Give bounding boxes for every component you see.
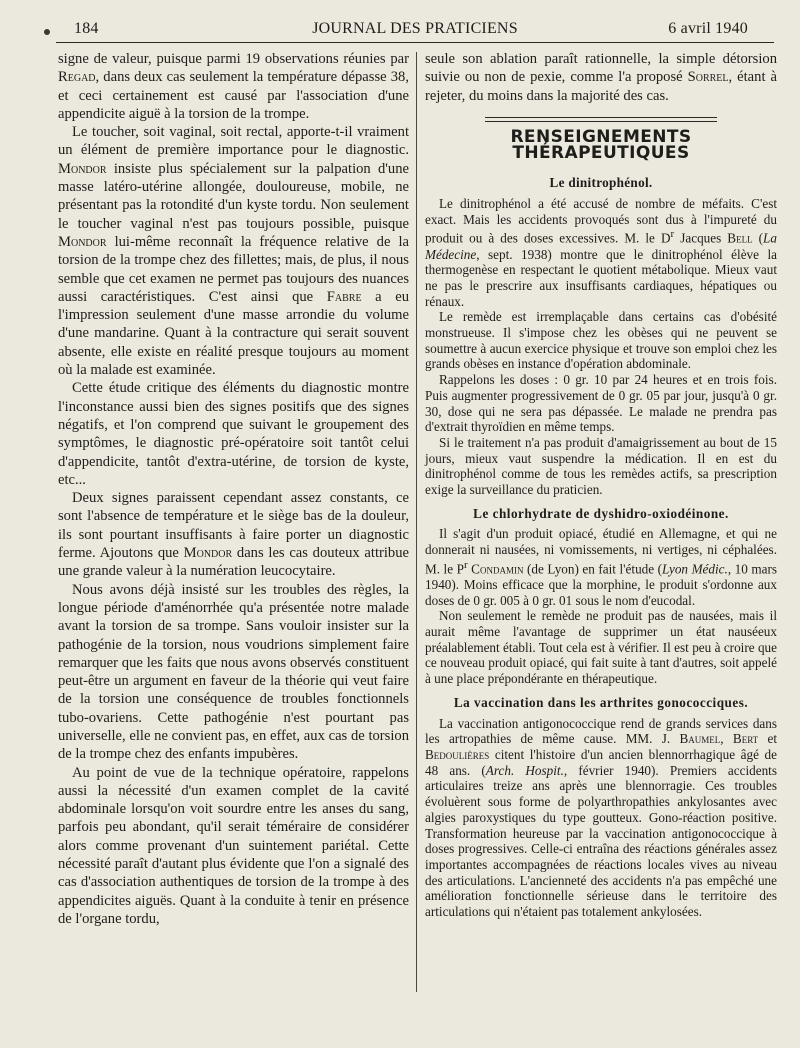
column-separator (416, 52, 417, 992)
paragraph: Nous avons déjà insisté sur les troubles des règles, la longue période d'aménorrhée qu'a présentée notre malade avant la torsion de sa trompe. Sans vouloir insister sur la pathogénie de la torsion, nous voudrions simplement faire remarquer que les faits que nous avons observés constituent peut-être un argument en faveur de la théorie qui veut faire de la torsion une conséquence de troubles fonctionnels tubo-ovariens. Cette pathogénie n'est pourtant pas universelle, elle ne convient pas, en effet, aux cas de torsion de la trompe chez des enfants impubères. (58, 581, 409, 763)
paragraph: signe de valeur, puisque parmi 19 observations réunies par Regad, dans deux cas seulement la température dépasse 38, et ceci certainement est causé par l'association d'une appendicite aiguë à la torsion de la trompe. (58, 51, 409, 122)
paragraph: seule son ablation paraît rationnelle, la simple détorsion suivie ou non de pexie, comme l'a proposé Sorrel, étant à rejeter, du moins dans la majorité des cas. (425, 51, 777, 104)
paragraph: La vaccination antigonococcique rend de grands services dans les artropathies de même cause. MM. J. Baumel, Bert et Bedoulières citent l'histoire d'un ancien blennorrhagique âgé de 48 ans. (Arch. Hospit., février 1940). Premiers accidents articulaires treize ans après une blennorragie. Ces troubles évoluèrent sous forme de polyarthropathies ankylosantes avec algies paroxystiques du type goutteux. Gono-réaction positive. Transformation heureuse par la vaccination antigonococcique à doses progressives. Celle-ci entraîna des réactions générales assez importantes accompagnées de réactions locales vives au niveau des articulations. L'ancienneté des accidents n'a pas empêché une amélioration fonctionnelle sérieuse dans le territoire des articulations qui n'étaient pas totalement ankylosées. (425, 715, 777, 920)
paragraph: Le dinitrophénol a été accusé de nombre de méfaits. C'est exact. Mais les accidents provoqués sont dus à l'impureté du produit ou à des doses excessives. M. le $D^r$ Jacques Bell (La Médecine, sept. 1938) montre que le dinitrophénol élève la thermogenèse en respectant le quotient métabolique. Mieux vaut ne pas le prescrire aux insuffisants cardiaques, hépatiques ou rénaux. (425, 196, 777, 309)
issue-date: 6 avril 1940 (668, 20, 748, 37)
paragraph: Non seulement le remède ne produit pas de nausées, mais il aurait même l'avantage de supprimer un état nauséeux préalablement établi. Tout cela est à vérifier. Il est peu à croire que ce nouveau produit opiacé, qui fait suite à tant d'autres, soit appelé à une place prépondérante en thérapeutique. (425, 608, 777, 687)
paragraph: Cette étude critique des éléments du diagnostic montre l'inconstance aussi bien des signes positifs que des signes négatifs, et l'on comprend que suivant le groupement des symptômes, le diagnostic pré-opératoire soit tantôt celui d'appendicite, tantôt d'extra-utérine, de torsion de kyste, etc... (58, 380, 409, 488)
header-rule (56, 42, 774, 43)
page-number: 184 (74, 20, 99, 37)
paragraph: Il s'agit d'un produit opiacé, étudié en Allemagne, et qui ne donnerait ni nausées, ni vomissements, ni vertiges, ni céphalées. M. le $P^r$ Condamin (de Lyon) en fait l'étude (Lyon Médic., 10 mars 1940). Moins efficace que la morphine, le produit s'ordonne aux doses de 0 gr. 005 à 0 gr. 01 sous le nom d'eucodal. (425, 526, 778, 608)
right-column (425, 50, 777, 920)
paragraph: Deux signes paraissent cependant assez constants, ce sont l'absence de température et le siège bas de la douleur, ils sont pourtant insuffisants à faire porter un diagnostic ferme. Ajoutons que Mondor dans les cas douteux attribue une grande valeur à la numération leucocytaire. (58, 490, 409, 580)
paragraph: Rappelons les doses : 0 gr. 10 par 24 heures et en trois fois. Puis augmenter progressivement de 0 gr. 05 par jour, jusqu'à 0 gr. 30, dose qui ne sera pas dépassée. Le malade ne prendra pas d'extrait thyroïdien en même temps. (425, 372, 777, 435)
paragraph: Le toucher, soit vaginal, soit rectal, apporte-t-il vraiment un élément de première importance pour le diagnostic. Mondor insiste plus spécialement sur la palpation d'une masse latéro-utérine allongée, douloureuse, mobile, ne présentant pas la rotondité d'un kyste tordu. Non seulement le toucher vaginal n'est pas toujours possible, puisque Mondor lui-même reconnaît la fréquence relative de la torsion de la trompe chez des fillettes; mais, de plus, il nous semble que cet examen ne permet pas toujours des nuances aussi caractéristiques. C'est ainsi que Fabre a eu l'impression seulement d'une masse arrondie du volume d'une mandarine. Quant à la contracture qui serait souvent absente, elle existe en réalité presque toujours au moment où la malade est examinée. (58, 124, 409, 379)
subsection-title: Le dinitrophénol. (549, 175, 653, 191)
paragraph: Si le traitement n'a pas produit d'amaigrissement au bout de 15 jours, mieux vaut suspendre la médication. Il en est du dinitrophénol comme de tous les remèdes actifs, sa prescription exige la surveillance du praticien. (425, 434, 777, 498)
section-rule (485, 117, 717, 122)
page-header (56, 16, 774, 44)
paragraph: Au point de vue de la technique opératoire, rappelons aussi la nécessité d'un examen complet de la cavité abdominale lorsqu'on voit sourdre entre les anses du sang, parfois peu abondant, qu'il serait téméraire de considérer alors comme provenant d'un suintement pariétal. Cette nécessité paraît d'autant plus évidente que l'on a signalé des cas d'association authentiques de torsion de la trompe à des appendicites aiguës. Quant à la conduite à tenir en présence de l'organe tordu, (58, 764, 409, 927)
left-column (58, 50, 409, 928)
journal-title: JOURNAL DES PRATICIENS (312, 20, 518, 37)
paragraph: Le remède est irremplaçable dans certains cas d'obésité monstrueuse. Il s'impose chez les obèses qui ne peuvent se soumettre à aucun exercice physique et trouve son emploi chez les grands obèses en instance d'opération abdominale. (425, 309, 777, 372)
subsection-title: Le chlorhydrate de dyshidro-oxiodéinone. (473, 505, 729, 521)
margin-dot (44, 29, 50, 35)
subsection-title: La vaccination dans les arthrites gonococciques. (453, 694, 749, 710)
section-title: RENSEIGNEMENTS THÉRAPEUTIQUES (510, 126, 692, 163)
